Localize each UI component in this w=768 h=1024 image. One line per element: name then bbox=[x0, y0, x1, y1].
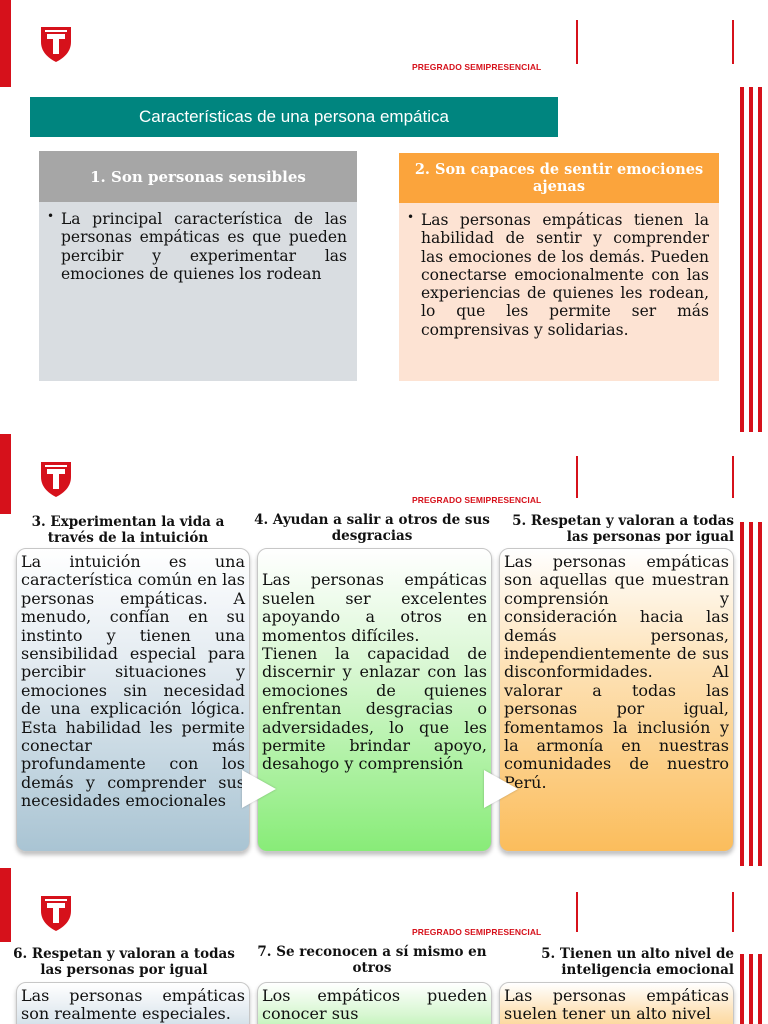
col-2-text: Los empáticos pueden conocer sus bbox=[262, 986, 487, 1024]
card-1-body bbox=[39, 202, 357, 381]
right-red-stripes bbox=[738, 954, 768, 1024]
header-divider bbox=[732, 20, 734, 64]
university-shield-logo-icon bbox=[40, 460, 72, 498]
card-1-text: La principal característica de las personas empáticas es que pueden percibir y experimentar las emociones de quienes los rodean bbox=[61, 210, 347, 283]
col-3-text: Las personas empáticas son aquellas que muestran comprensión y consideración hacia las demás personas, independientemente de sus disconformidades. Al valorar a todas las personas por igual, fomentamos la inclusión y la armonía en nuestras comunidades de nuestro Perú. bbox=[504, 552, 729, 792]
university-shield-logo-icon bbox=[40, 894, 72, 932]
program-label: PREGRADO SEMIPRESENCIAL bbox=[412, 495, 542, 505]
left-red-bar bbox=[0, 434, 11, 514]
col-1-box bbox=[16, 548, 250, 852]
col-3-text: Las personas empáticas suelen tener un alto nivel bbox=[504, 986, 729, 1024]
header-divider bbox=[576, 456, 578, 498]
slide-title: Características de una persona empática bbox=[30, 97, 558, 137]
col-2-heading: 4. Ayudan a salir a otros de sus desgracias bbox=[254, 512, 490, 545]
header-divider bbox=[732, 892, 734, 932]
col-2-box bbox=[257, 982, 492, 1024]
slide-1 bbox=[0, 0, 768, 432]
bullet-icon: • bbox=[407, 210, 415, 224]
university-shield-logo-icon bbox=[40, 25, 72, 63]
slide-2 bbox=[0, 434, 768, 866]
left-red-bar bbox=[0, 868, 11, 942]
col-1-text: Las personas empáticas son realmente especiales. bbox=[21, 986, 245, 1024]
arrow-right-icon bbox=[242, 770, 276, 808]
col-1-heading: 6. Respetan y valoran a todas las personas por igual bbox=[13, 946, 235, 979]
col-3-heading: 5. Respetan y valoran a todas las personas por igual bbox=[512, 513, 734, 546]
arrow-right-icon bbox=[484, 770, 518, 808]
card-2-text: Las personas empáticas tienen la habilidad de sentir y comprender las emociones de los demás. Pueden conectarse emocionalmente con las experiencias de quienes les rodean, lo que les permite ser más comprensivas y solidarias. bbox=[421, 211, 709, 339]
card-2-body bbox=[399, 203, 719, 381]
left-red-bar bbox=[0, 0, 11, 87]
col-3-box bbox=[499, 982, 734, 1024]
program-label: PREGRADO SEMIPRESENCIAL bbox=[412, 927, 542, 937]
slide-3 bbox=[0, 868, 768, 1024]
header-divider bbox=[732, 456, 734, 498]
col-1-heading: 3. Experimentan la vida a través de la intuición bbox=[31, 514, 225, 547]
right-red-stripes bbox=[738, 522, 768, 866]
card-1-heading: 1. Son personas sensibles bbox=[39, 151, 357, 202]
program-label: PREGRADO SEMIPRESENCIAL bbox=[412, 62, 542, 72]
header-divider bbox=[576, 20, 578, 64]
col-2-text: Las personas empáticas suelen ser excelentes apoyando a otros en momentos difíciles. Tienen la capacidad de discernir y enlazar con las emociones de quienes enfrentan desgracias o adversidades, lo que les permite brindar apoyo, desahogo y comprensión bbox=[262, 570, 487, 774]
card-2-heading: 2. Son capaces de sentir emociones ajenas bbox=[399, 153, 719, 203]
col-1-text: La intuición es una característica común en las personas empáticas. A menudo, confían en su instinto y tienen una sensibilidad especial para percibir situaciones y emociones sin necesidad de una explicación lógica. Esta habilidad les permite conectar más profundamente con los demás y comprender sus necesidades emocionales bbox=[21, 552, 245, 811]
col-3-heading: 5. Tienen un alto nivel de inteligencia emocional bbox=[541, 946, 734, 979]
bullet-icon: • bbox=[47, 209, 55, 223]
header-divider bbox=[576, 892, 578, 932]
right-red-stripes bbox=[738, 87, 768, 432]
col-2-heading: 7. Se reconocen a sí mismo en otros bbox=[257, 944, 487, 977]
col-2-box bbox=[257, 548, 492, 852]
col-3-box bbox=[499, 548, 734, 852]
col-1-box bbox=[16, 982, 250, 1024]
